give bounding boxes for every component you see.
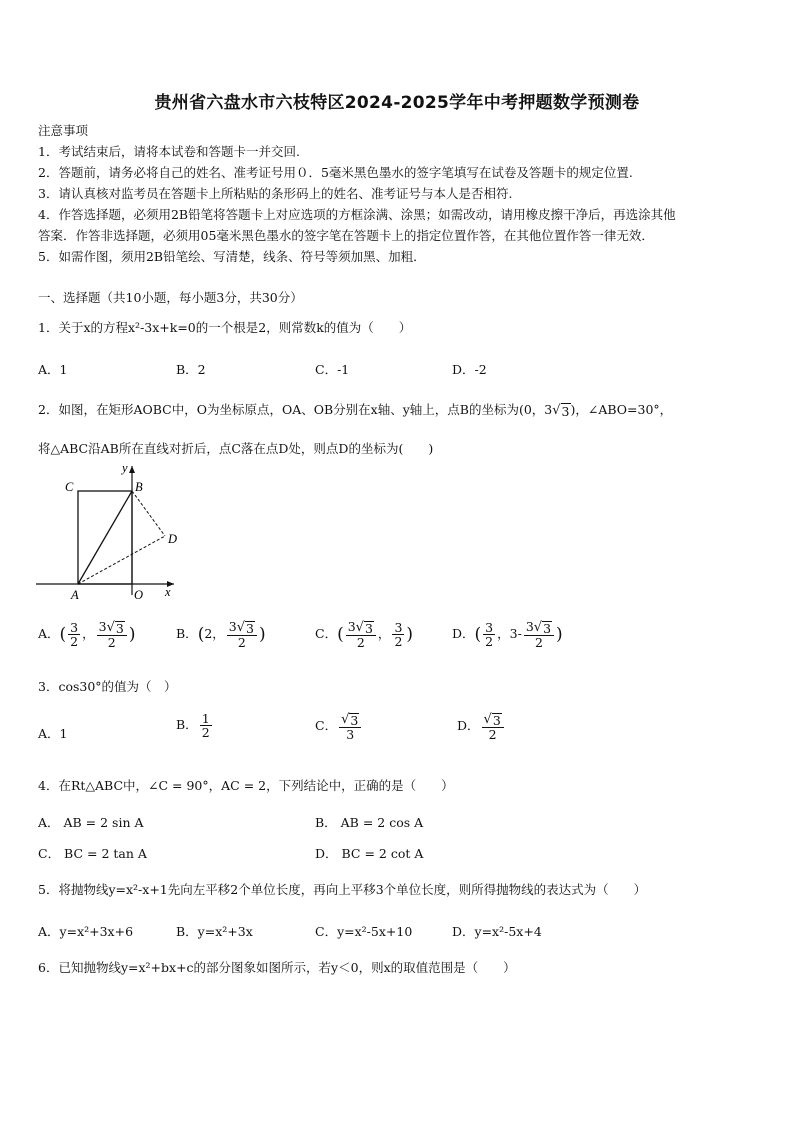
- label-o: O: [134, 588, 144, 602]
- q1-option-c[interactable]: C．-1: [315, 362, 350, 377]
- q4-option-b[interactable]: B． AB = 2 cos A: [315, 815, 424, 830]
- y-axis-arrow: [129, 466, 135, 473]
- q5-option-a[interactable]: A．y=x²+3x+6: [38, 924, 134, 939]
- q3-option-d[interactable]: D． √ 3 2: [457, 712, 506, 741]
- q3-option-a[interactable]: A．1: [38, 726, 68, 741]
- q5-option-b[interactable]: B．y=x²+3x: [176, 924, 253, 939]
- q1-option-a[interactable]: A．1: [38, 362, 68, 377]
- segment-ab: [78, 491, 132, 584]
- question-4-stem: 4．在Rt△ABC中，∠C = 90°，AC = 2，下列结论中，正确的是（ ）: [38, 778, 454, 793]
- q5-option-c[interactable]: C．y=x²-5x+10: [315, 924, 413, 939]
- section-heading: 一、选择题（共10小题，每小题3分，共30分）: [38, 290, 303, 305]
- segment-ad: [78, 536, 165, 584]
- segment-bd: [132, 491, 165, 536]
- notice-item-4: 4．作答选择题，必须用2B铅笔将答题卡上对应选项的方框涂满、涂黑；如需改动，请用橡皮擦干净后，再选涂其他: [38, 207, 676, 222]
- q2-figure: [34, 460, 184, 605]
- q2-option-d[interactable]: D．( $\frac{3}{2}$ ，3- 3 √ 3 2 ): [452, 619, 563, 651]
- notice-item-1: 1．考试结束后，请将本试卷和答题卡一并交回.: [38, 144, 300, 159]
- label-b: B: [135, 480, 143, 494]
- question-5-stem: 5．将抛物线y=x²-x+1先向左平移2个单位长度，再向上平移3个单位长度，则所得抛物线的表达式为（ ）: [38, 882, 647, 897]
- q2-option-c[interactable]: C．( 3 √ 3 2 ， $\frac{3}{2}$ ): [315, 619, 414, 651]
- notice-item-3: 3．请认真核对监考员在答题卡上所粘贴的条形码上的姓名、准考证号与本人是否相符.: [38, 186, 513, 201]
- q2-stem-part-a: 2．如图，在矩形AOBC中，O为坐标原点，OA、OB分别在x轴、y轴上，点B的坐标为(0，3: [38, 402, 553, 417]
- label-d: D: [168, 532, 178, 546]
- question-6-stem: 6．已知抛物线y=x²+bx+c的部分图象如图所示，若y＜0，则x的取值范围是（ ）: [38, 960, 516, 975]
- q5-option-d[interactable]: D．y=x²-5x+4: [452, 924, 542, 939]
- question-3-stem: 3．cos30°的值为（ ）: [38, 679, 177, 694]
- question-2-stem-line2: 将△ABC沿AB所在直线对折后，点C落在点D处，则点D的坐标为( ): [38, 441, 434, 456]
- label-a: A: [71, 588, 79, 602]
- q1-option-b[interactable]: B．2: [176, 362, 206, 377]
- q1-option-d[interactable]: D．-2: [452, 362, 487, 377]
- notice-item-2: 2．答题前，请务必将自己的姓名、准考证号用０．5毫米黑色墨水的签字笔填写在试卷及答题卡的规定位置.: [38, 165, 633, 180]
- q3-option-b[interactable]: B． $\frac{1}{2}$: [176, 711, 210, 741]
- page-title: 贵州省六盘水市六枝特区2024-2025学年中考押题数学预测卷: [154, 93, 640, 113]
- q4-option-c[interactable]: C． BC = 2 tan A: [38, 846, 147, 861]
- q3-option-c[interactable]: C． √ 3 3: [315, 712, 363, 741]
- question-2-stem: [38, 400, 672, 419]
- q2-stem-part-b: )，∠ABO=30°，: [570, 402, 673, 417]
- notice-item-5: 5．如需作图，须用2B铅笔绘、写清楚，线条、符号等须加黑、加粗．: [38, 249, 426, 264]
- notice-item-4-cont: 答案．作答非选择题，必须用05毫米黑色墨水的签字笔在答题卡上的指定位置作答，在其他位置作答一律无效．: [38, 228, 654, 243]
- q4-option-a[interactable]: A． AB = 2 sin A: [38, 815, 144, 830]
- question-1-stem: 1．关于x的方程x²-3x+k=0的一个根是2，则常数k的值为（ ）: [38, 320, 412, 335]
- label-x: x: [165, 585, 171, 599]
- label-c: C: [65, 480, 74, 494]
- sqrt-3: √ 3: [552, 403, 570, 419]
- label-y: y: [122, 461, 128, 475]
- q4-option-d[interactable]: D． BC = 2 cot A: [315, 846, 424, 861]
- q2-option-b[interactable]: B．(2， 3 √ 3 2 ): [176, 619, 266, 651]
- q2-option-a[interactable]: A．( $\frac{3}{2}$ ， 3 √ 3 2 ): [38, 619, 136, 651]
- notice-heading: 注意事项: [38, 123, 89, 138]
